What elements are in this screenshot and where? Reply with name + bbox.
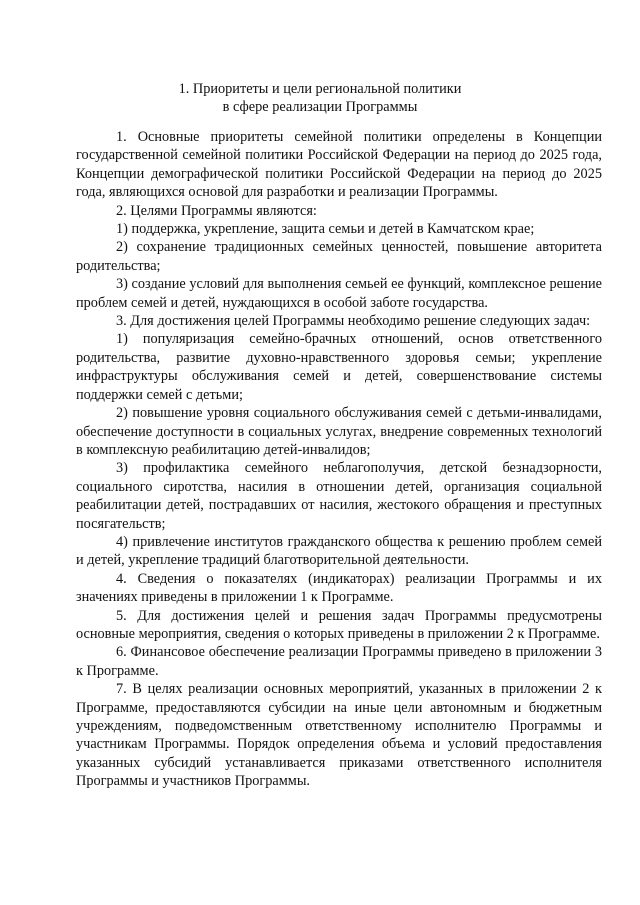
paragraph-1-priorities: 1. Основные приоритеты семейной политики определены в Концепции государственной семейной политики Российской Федерации на период до 2025 года, Концепции демографической политики Российской Федерации на период до 2025 года, являющихся основой для разработки и реализации Программы.	[76, 129, 602, 201]
paragraph-3-tasks: 3. Для достижения целей Программы необходимо решение следующих задач:	[116, 313, 591, 330]
section-title-line-1: 1. Приоритеты и цели региональной политики	[178, 81, 462, 97]
section-title-line-2: в сфере реализации Программы	[222, 99, 418, 115]
paragraph-5-activities: 5. Для достижения целей и решения задач Программы предусмотрены основные мероприятия, сведения о которых приведены в приложении 2 к Программе.	[76, 607, 602, 642]
paragraph-2-goals: 2. Целями Программы являются:	[116, 202, 317, 219]
paragraph-7-subsidies: 7. В целях реализации основных мероприятий, указанных в приложении 2 к Программе, предоставляются субсидии на иные цели автономным и бюджетным учреждениям, подведомственным ответственному исполнителю Программы и участникам Программы. Порядок определения объема и условий предоставления указанных субсидий устанавливается приказами ответственного исполнителя Программы и участников Программы.	[76, 681, 602, 790]
paragraph-6-financing: 6. Финансовое обеспечение реализации Программы приведено в приложении 3 к Программе.	[76, 644, 602, 679]
task-item-1: 1) популяризация семейно-брачных отношений, основ ответственного родительства, развитие духовно-нравственного здоровья семьи; укрепление инфраструктуры обслуживания семей и детей, совершенствование системы поддержки семей с детьми;	[76, 331, 602, 403]
paragraph-4-indicators: 4. Сведения о показателях (индикаторах) реализации Программы и их значениях приведены в приложении 1 к Программе.	[76, 570, 602, 606]
goal-item-2: 2) сохранение традиционных семейных ценностей, повышение авторитета родительства;	[76, 239, 602, 274]
task-item-3: 3) профилактика семейного неблагополучия, детской безнадзорности, социального сиротства, насилия в отношении детей, организация социальной реабилитации детей, пострадавших от насилия, жестокого обращения и преступных посягательств;	[76, 460, 602, 532]
section-title	[0, 80, 640, 116]
goal-item-3: 3) создание условий для выполнения семьей ее функций, комплексное решение проблем семей и детей, нуждающихся в особой заботе государства.	[76, 276, 602, 311]
task-item-2: 2) повышение уровня социального обслуживания семей с детьми-инвалидами, обеспечение доступности в социальных услугах, внедрение современных технологий в комплексную реабилитацию детей-инвалидов;	[76, 405, 602, 458]
task-item-4: 4) привлечение институтов гражданского общества к решению проблем семей и детей, укрепление традиций благотворительной деятельности.	[76, 533, 602, 569]
document-body	[76, 128, 602, 791]
goal-item-1: 1) поддержка, укрепление, защита семьи и детей в Камчатском крае;	[116, 221, 535, 238]
